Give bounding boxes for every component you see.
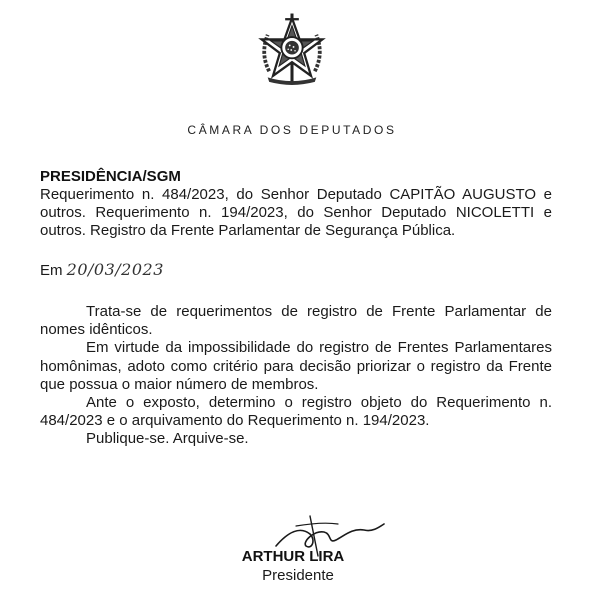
paragraph-2: Em virtude da impossibilidade do registro de Frentes Parlamentares homônimas, adoto como critério para decisão priorizar o registro da Frente que possua o maior número de membros. bbox=[40, 339, 552, 393]
signer-role: Presidente bbox=[262, 567, 334, 584]
paragraph-1: Trata-se de requerimentos de registro de Frente Parlamentar de nomes idênticos. bbox=[40, 303, 552, 339]
paragraph-4: Publique-se. Arquive-se. bbox=[86, 430, 249, 448]
signer-name: ARTHUR LIRA bbox=[241, 548, 345, 565]
date-line bbox=[40, 260, 164, 279]
handwritten-date: 20/03/2023 bbox=[66, 260, 164, 279]
decision-body bbox=[40, 303, 552, 449]
paragraph-3: Ante o exposto, determino o registro objeto do Requerimento n. 484/2023 e o arquivamento do Requerimento n. 194/2023. bbox=[40, 394, 552, 430]
office-heading: PRESIDÊNCIA/SGM bbox=[40, 168, 181, 185]
subject-summary: Requerimento n. 484/2023, do Senhor Deputado CAPITÃO AUGUSTO e outros. Requerimento n. 194/2023, do Senhor Deputado NICOLETTI e outros. Registro da Frente Parlamentar de Segurança Pública. bbox=[40, 186, 552, 240]
house-name-heading: CÂMARA DOS DEPUTADOS bbox=[187, 123, 397, 137]
coat-of-arms-icon bbox=[254, 12, 330, 88]
date-prefix: Em bbox=[40, 262, 63, 279]
